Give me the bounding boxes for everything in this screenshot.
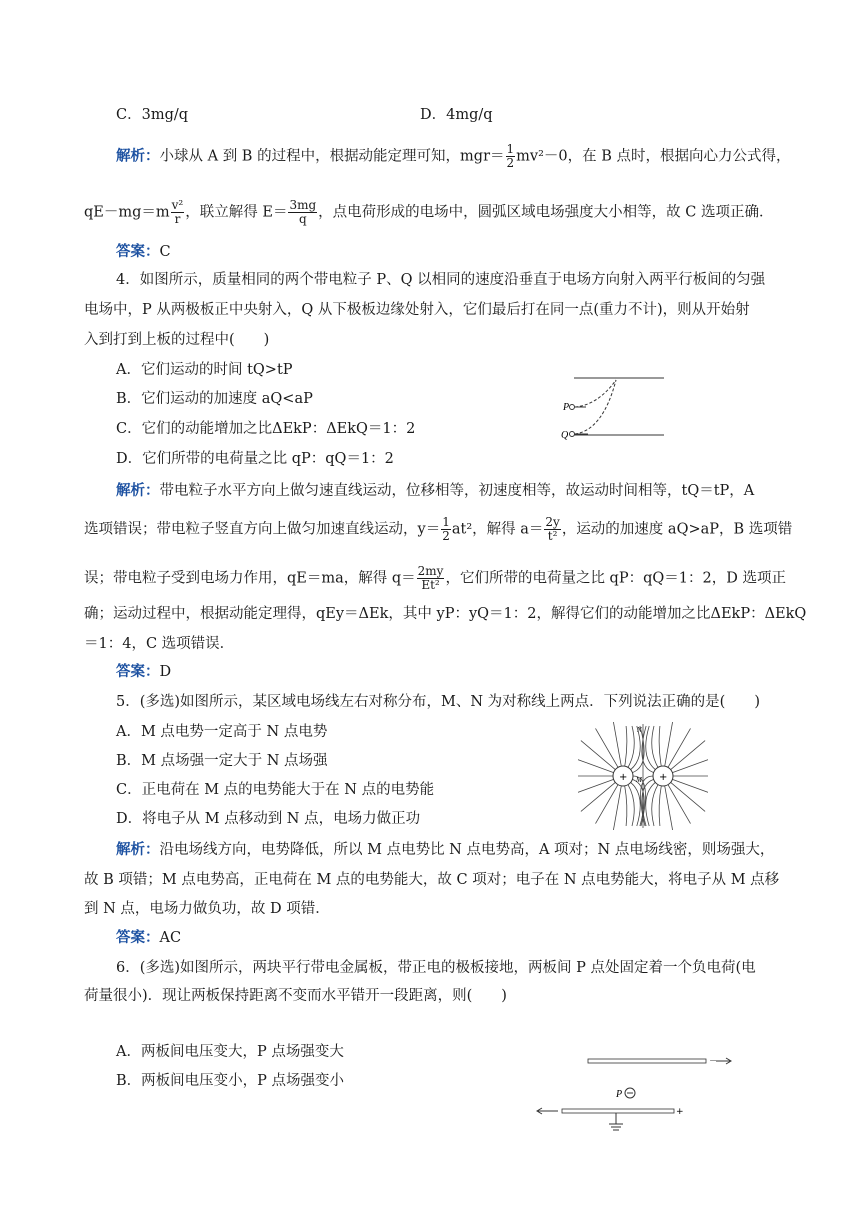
q4-analysis-line-4: 确；运动过程中，根据动能定理得，qEy＝ΔEk，其中 yP：yQ＝1：2，解得它们的动能增加之比ΔEkP：ΔEkQ [84, 606, 807, 622]
q4-analysis-line-1 [116, 481, 754, 501]
field-line [596, 728, 619, 767]
field-line [672, 757, 708, 772]
analysis-label: 解析： [116, 482, 160, 499]
q4-analysis-line-5: ＝1：4，C 选项错误． [84, 636, 235, 652]
field-line [659, 786, 661, 826]
text: 误；带电粒子受到电场力作用，qE＝ma，解得 q＝ [84, 570, 416, 587]
fraction: $\frac{\text{v²}}{r}$ [171, 198, 184, 226]
field-line [631, 782, 641, 826]
q4-stem-2: 电场中，P 从两极板正中央射入，Q 从下极板边缘处射入，它们最后打在同一点(重力不计)，则从开始射 [84, 302, 750, 318]
q3-analysis-line-1 [116, 143, 791, 170]
q3-answer [116, 242, 171, 262]
field-line [665, 722, 673, 766]
label-n: N [637, 726, 642, 734]
field-line [672, 779, 708, 794]
text: 带电粒子水平方向上做匀速直线运动，位移相等，初速度相等，故运动时间相等，tQ＝tP，A [159, 483, 755, 499]
fraction: $\frac{3mg}{q}$ [289, 198, 317, 226]
q4-stem-1: 4．如图所示，质量相同的两个带电粒子 P、Q 以相同的速度沿垂直于电场方向射入两平行板间的匀强 [116, 272, 766, 288]
field-line [613, 786, 621, 830]
field-line [628, 726, 634, 767]
q6-option-b: B．两板间电压变小，P 点场强变小 [116, 1073, 345, 1089]
answer-label: 答案： [116, 663, 160, 680]
q4-option-d: D．它们所带的电荷量之比 qP：qQ＝1：2 [116, 451, 394, 467]
field-line [671, 741, 705, 770]
field-line [646, 726, 656, 770]
q5-option-c: C．正电荷在 M 点的电势能大于在 N 点的电势能 [116, 782, 435, 798]
q5-analysis-line-3: 到 N 点，电场力做负功，故 D 项错． [84, 901, 330, 917]
field-line [652, 785, 658, 826]
answer-label: 答案： [116, 929, 160, 946]
text: ，它们所带的电荷量之比 qP：qQ＝1：2，D 选项正 [445, 570, 786, 587]
q5-analysis-line-1 [116, 840, 774, 860]
text: 选项错误；带电粒子竖直方向上做匀加速直线运动，y＝ [84, 521, 441, 538]
field-line [625, 726, 627, 766]
q4-analysis-line-3 [84, 565, 786, 592]
fraction: $\frac{1}{2}$ [506, 142, 515, 170]
field-line [596, 785, 619, 824]
field-line [625, 786, 627, 826]
field-line [628, 785, 634, 826]
analysis-label: 解析： [116, 841, 160, 858]
q4-parallel-plates-figure [558, 372, 670, 442]
q4-option-a: A．它们运动的时间 tQ>tP [116, 362, 293, 378]
text: ，联立解得 E＝ [185, 204, 288, 221]
label-q: Q [561, 430, 569, 441]
field-line [668, 728, 691, 767]
q4-answer [116, 662, 171, 682]
field-line [659, 726, 661, 766]
text: mv²－0，在 B 点时，根据向心力公式得， [516, 148, 791, 165]
trajectory-p [575, 380, 616, 407]
q5-electric-field-lines-figure [578, 722, 708, 830]
particle-q [570, 432, 575, 437]
q5-option-a: A．M 点电势一定高于 N 点电势 [116, 724, 328, 740]
lower-plate [562, 1109, 674, 1113]
plus-sign: + [619, 772, 628, 783]
upper-plate [588, 1059, 706, 1063]
q4-stem-3: 入到打到上板的过程中( ) [84, 332, 270, 348]
q4-option-c: C．它们的动能增加之比ΔEkP：ΔEkQ＝1：2 [116, 421, 416, 437]
field-line [671, 782, 705, 811]
label-p: P [616, 1089, 623, 1100]
label-p: P [563, 402, 570, 413]
text: 小球从 A 到 B 的过程中，根据动能定理可知，mgr＝ [159, 148, 505, 165]
q3-option-c: C．3mg/q [116, 107, 189, 123]
q5-option-d: D．将电子从 M 点移动到 N 点，电场力做正功 [116, 811, 421, 827]
answer-value: AC [159, 930, 182, 946]
fraction: $\frac{2my}{\text{Et²}}$ [417, 564, 444, 592]
text: ，点电荷形成的电场中，圆弧区域电场强度大小相等，故 C 选项正确． [318, 204, 774, 221]
q4-option-b: B．它们运动的加速度 aQ<aP [116, 391, 313, 407]
plus-sign: + [676, 1107, 684, 1117]
q5-stem-1: 5．(多选)如图所示，某区域电场线左右对称分布，M、N 为对称线上两点．下列说法正确的是( ) [116, 694, 760, 710]
answer-label: 答案： [116, 243, 160, 260]
q6-offset-plates-figure [530, 1050, 740, 1136]
fraction: $\frac{2y}{\text{t²}}$ [545, 515, 560, 543]
q5-answer [116, 928, 181, 948]
q5-analysis-line-2: 故 B 项错；M 点电势高，正电荷在 M 点的电势能大，故 C 项对；电子在 N 点电势能大，将电子从 M 点移 [84, 872, 780, 888]
q4-analysis-line-2 [84, 516, 792, 543]
text: ，运动的加速度 aQ>aP，B 选项错 [561, 521, 793, 538]
label-m: M [636, 776, 642, 784]
field-line [613, 722, 621, 766]
q3-option-d: D．4mg/q [420, 107, 493, 123]
particle-p [570, 405, 575, 410]
q3-analysis-line-2 [84, 199, 773, 226]
text: at²，解得 a＝ [451, 521, 544, 538]
field-line [581, 782, 615, 811]
q5-option-b: B．M 点场强一定大于 N 点场强 [116, 753, 328, 769]
field-line [578, 757, 614, 772]
fraction: $\frac{1}{2}$ [442, 515, 450, 543]
text: qE－mg＝m [84, 204, 170, 221]
text: 沿电场线方向，电势降低，所以 M 点电势比 N 点电势高，A 项对；N 点电场线密，则场强大， [159, 842, 775, 858]
analysis-label: 解析： [116, 147, 160, 165]
q6-stem-2: 荷量很小)．现让两板保持距离不变而水平错开一段距离，则( ) [84, 988, 507, 1004]
answer-value: C [159, 244, 171, 260]
q6-stem-1: 6．(多选)如图所示，两块平行带电金属板，带正电的极板接地，两板间 P 点处固定着一个负电荷(电 [116, 960, 756, 976]
field-line [652, 726, 658, 767]
field-line [665, 786, 673, 830]
field-line [578, 779, 614, 794]
q6-option-a: A．两板间电压变大，P 点场强变大 [116, 1044, 344, 1060]
field-line [646, 782, 656, 826]
plus-sign: + [659, 772, 668, 783]
field-line [581, 741, 615, 770]
answer-value: D [159, 664, 172, 680]
minus-sign: － [709, 1057, 719, 1067]
field-line [668, 785, 691, 824]
